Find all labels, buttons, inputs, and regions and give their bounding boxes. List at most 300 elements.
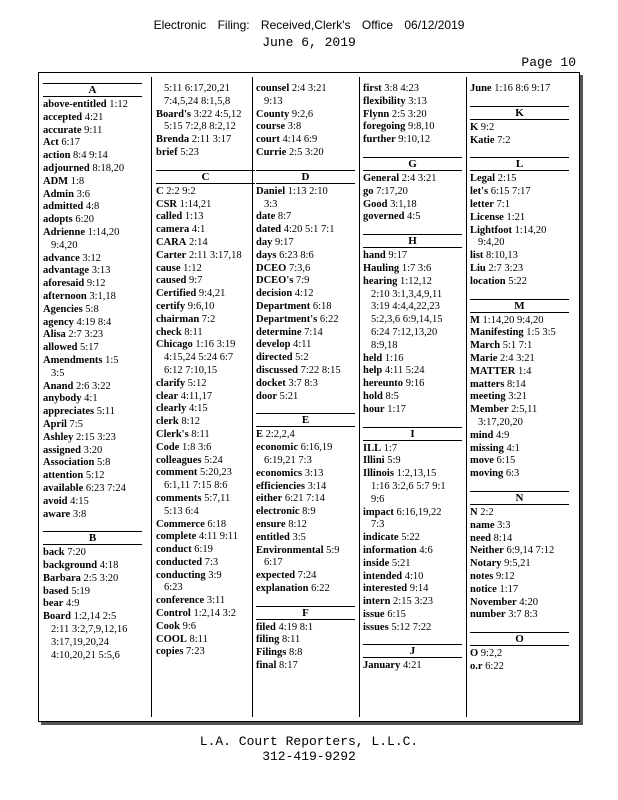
index-entry [470, 263, 569, 276]
page-line-refs: 9:4,20 [51, 239, 78, 251]
index-word: first [363, 83, 382, 94]
index-entry-continuation [156, 365, 255, 378]
index-entry [156, 288, 255, 301]
page-line-refs: 1:16 [384, 352, 404, 364]
page-line-refs: 9:14 [409, 583, 429, 595]
page-line-refs: 9:6 [182, 620, 196, 632]
page-line-refs: 9:6,10 [187, 300, 215, 312]
index-section [470, 491, 569, 622]
page-line-refs: 5:8 [85, 303, 99, 315]
page-line-refs: 3:7 8:3 [508, 609, 538, 621]
page-line-refs: 2:10 3:1,3,4,9,11 [371, 288, 443, 300]
index-entry [256, 622, 355, 635]
page-line-refs: 9:4,21 [198, 288, 226, 300]
page-line-refs: 5:12 [187, 377, 207, 389]
page-line-refs: 4:1 [191, 224, 206, 236]
page-line-refs: 3:20 [83, 444, 103, 456]
index-word: caused [156, 275, 187, 287]
index-entry [156, 186, 255, 199]
index-word: appreciates [43, 406, 95, 418]
page-line-refs: 6:21 7:14 [284, 493, 325, 505]
index-entry-continuation [156, 96, 255, 109]
index-entry [43, 509, 142, 522]
index-entry [43, 227, 142, 240]
index-word: either [256, 493, 283, 505]
page-line-refs: 4:1 [84, 393, 98, 405]
page-line-refs: 3:1,18 [390, 198, 417, 210]
index-section [156, 170, 255, 659]
index-word: Liu [470, 262, 486, 274]
index-word: intern [363, 596, 391, 608]
page-line-refs: 2:11 3:17,18 [188, 249, 242, 261]
index-word: Code [156, 441, 180, 453]
index-word: intended [363, 570, 403, 582]
page-line-refs: 4:21 [402, 660, 422, 672]
page-line-refs: 6:3 [505, 468, 520, 480]
page-line-refs: 1:14,20 9:4,20 [482, 314, 544, 326]
index-entry [156, 519, 255, 532]
page-line-refs: 4:11,17 [180, 390, 213, 402]
index-word: brief [156, 146, 178, 158]
index-entry-continuation [156, 83, 255, 96]
index-entry [256, 660, 355, 673]
page-line-refs: 8:9 [302, 506, 316, 518]
index-entry [43, 381, 142, 394]
index-entry [256, 288, 355, 301]
index-word: based [43, 585, 69, 597]
index-entry [363, 583, 462, 596]
page-line-refs: 8:12 [181, 416, 201, 428]
index-entry [470, 250, 569, 263]
index-entry-continuation [156, 506, 255, 519]
index-entry [156, 467, 255, 480]
page-line-refs: 6:16,19,22 [396, 506, 442, 518]
page-line-refs: 6:17 [61, 137, 81, 149]
index-word: ILL [363, 442, 382, 454]
index-entry [156, 621, 255, 634]
section-letter: J [363, 644, 462, 658]
index-entry [470, 327, 569, 340]
index-entry [256, 339, 355, 352]
index-word: efficiencies [256, 480, 305, 492]
index-word: go [363, 185, 374, 197]
index-word: Ashley [43, 431, 74, 443]
index-word: counsel [256, 83, 290, 94]
index-entry [156, 301, 255, 314]
index-entry-continuation [470, 237, 569, 250]
index-entry [156, 429, 255, 442]
index-word: days [256, 249, 277, 261]
page-line-refs: 1:21 [506, 211, 526, 223]
index-word: develop [256, 339, 291, 351]
page-line-refs: 3:5 [51, 367, 65, 379]
index-word: decision [256, 288, 293, 300]
index-word: Clerk's [156, 428, 189, 440]
reporter-company: L.A. Court Reporters, L.L.C. [199, 734, 419, 749]
index-entry [43, 176, 142, 189]
index-entry [156, 147, 255, 160]
index-entry [256, 647, 355, 660]
index-word: Illini [363, 455, 385, 467]
index-entry-continuation [256, 96, 355, 109]
page-line-refs: 4:9 [495, 429, 510, 441]
page-line-refs: 1:16 8:6 9:17 [494, 83, 551, 94]
index-word: back [43, 547, 65, 559]
index-word: Amendments [43, 354, 103, 366]
index-word: Marie [470, 352, 498, 364]
page-line-refs: 1:5 3:5 [526, 327, 556, 339]
index-word: Certified [156, 288, 197, 300]
index-entry [363, 199, 462, 212]
index-entry [256, 519, 355, 532]
page-line-refs: 7:3,6 [288, 262, 311, 274]
index-entry [256, 224, 355, 237]
index-entry [256, 275, 355, 288]
index-section [256, 83, 355, 160]
index-entry [363, 96, 462, 109]
page-line-refs: 5:17 [80, 342, 99, 354]
page-line-refs: 9:4,20 [478, 237, 505, 249]
page-line-refs: 6:20 [75, 214, 95, 226]
index-section [43, 83, 142, 521]
page-line-refs: 2:6 3:22 [75, 380, 111, 392]
index-entry [43, 445, 142, 458]
index-word: filing [256, 634, 280, 646]
index-word: C [156, 185, 164, 197]
index-word: clearly [156, 403, 187, 415]
index-word: Hauling [363, 262, 400, 274]
index-entry [256, 378, 355, 391]
index-entry [156, 263, 255, 276]
page-line-refs: 3:19 4:4,4,22,23 [371, 301, 440, 313]
index-entry [156, 199, 255, 212]
page-line-refs: 4:10,20,21 5:5,6 [51, 649, 120, 661]
index-section [470, 632, 569, 674]
page-line-refs: 1:14,20 [87, 226, 120, 238]
index-entry [156, 634, 255, 647]
index-word: information [363, 544, 417, 556]
index-entry-continuation [363, 481, 462, 494]
index-word: COOL [156, 633, 187, 645]
page-line-refs: 5:20,23 [200, 467, 232, 479]
index-entry [256, 506, 355, 519]
index-entry [470, 186, 569, 199]
page-line-refs: 2:2 9:2 [166, 185, 196, 197]
index-entry [470, 212, 569, 225]
page-line-refs: 5:12 [85, 470, 105, 482]
index-entry [256, 481, 355, 494]
page-line-refs: 5:13 6:4 [164, 505, 199, 517]
index-word: copies [156, 646, 184, 658]
index-entry [470, 571, 569, 584]
index-word: governed [363, 211, 405, 223]
page-line-refs: 8:8 [288, 647, 303, 659]
index-entry-continuation [43, 624, 142, 637]
index-entry [363, 378, 462, 391]
reporter-phone: 312-419-9292 [262, 749, 356, 764]
index-entry [470, 520, 569, 533]
index-word: attention [43, 470, 84, 482]
index-entry [363, 353, 462, 366]
index-word: move [470, 455, 494, 467]
index-entry [43, 457, 142, 470]
index-word: indicate [363, 532, 399, 544]
index-entry [43, 560, 142, 573]
index-entry [363, 109, 462, 122]
index-entry [156, 378, 255, 391]
index-word: Daniel [256, 185, 286, 197]
index-word: further [363, 134, 396, 146]
page-line-refs: 4:9 [66, 598, 80, 610]
index-section [256, 606, 355, 673]
index-word: Act [43, 137, 59, 149]
page-line-refs: 5:23 [180, 146, 199, 158]
column-divider [359, 77, 360, 717]
page-line-refs: 4:12 [294, 288, 314, 300]
index-entry [43, 265, 142, 278]
word-index-box [38, 72, 580, 722]
index-column-3 [256, 83, 355, 683]
index-entry [256, 365, 355, 378]
index-entry [43, 99, 142, 112]
index-word: conducting [156, 569, 206, 581]
section-letter: K [470, 106, 569, 120]
index-section [363, 83, 462, 147]
index-word: Board's [156, 108, 192, 120]
page-line-refs: 6:22 [319, 313, 339, 325]
index-entry [43, 611, 142, 624]
index-column-1 [43, 83, 142, 672]
index-entry [363, 211, 462, 224]
index-entry [363, 532, 462, 545]
index-word: avoid [43, 495, 68, 507]
index-entry [363, 468, 462, 481]
page-line-refs: 2:7 3:23 [68, 329, 104, 341]
page-line-refs: 4:21 [84, 111, 104, 123]
index-word: impact [363, 506, 394, 518]
index-word: inside [363, 557, 390, 569]
index-word: economics [256, 467, 303, 479]
page-number: Page 10 [521, 55, 576, 70]
page-line-refs: 6:17 [264, 557, 283, 569]
page-line-refs: 2:5,11 [511, 404, 538, 416]
page-line-refs: 3:3 [497, 519, 511, 531]
index-entry [43, 470, 142, 483]
index-word: filed [256, 621, 276, 633]
index-word: notes [470, 570, 494, 582]
index-word: clarify [156, 377, 186, 389]
index-entry [156, 275, 255, 288]
section-letter: E [256, 413, 355, 427]
index-entry [256, 352, 355, 365]
index-entry [363, 545, 462, 558]
index-entry [256, 545, 355, 558]
page-line-refs: 8:18,20 [92, 162, 125, 174]
index-word: number [470, 609, 506, 621]
index-word: Chicago [156, 339, 193, 351]
index-entry-continuation [363, 494, 462, 507]
page-line-refs: 5:9 [326, 544, 340, 556]
index-word: Legal [470, 173, 496, 185]
page-line-refs: 4:11 [293, 339, 312, 351]
index-entry [43, 201, 142, 214]
page-line-refs: 1:12 [183, 262, 202, 274]
index-word: final [256, 660, 277, 672]
index-entry [43, 419, 142, 432]
index-entry [363, 455, 462, 468]
index-word: cause [156, 262, 181, 274]
index-entry [470, 173, 569, 186]
index-entry [156, 224, 255, 237]
hearing-date: June 6, 2019 [262, 35, 356, 50]
page-line-refs: 8:11 [184, 326, 203, 338]
index-entry [43, 317, 142, 330]
index-word: Adrienne [43, 226, 85, 238]
index-entry [156, 237, 255, 250]
index-entry-continuation [256, 557, 355, 570]
page-line-refs: 8:5 [385, 390, 399, 402]
index-word: admitted [43, 201, 84, 213]
index-entry [470, 83, 569, 96]
index-entry [470, 366, 569, 379]
index-entry-continuation [256, 199, 355, 212]
index-word: O [470, 648, 479, 660]
index-word: Control [156, 608, 191, 620]
index-section [363, 234, 462, 416]
index-entry [43, 291, 142, 304]
page-line-refs: 9:2,6 [291, 108, 314, 120]
index-entry [363, 263, 462, 276]
index-word: allowed [43, 342, 78, 354]
index-word: Barbara [43, 572, 81, 584]
index-entry [43, 278, 142, 291]
page-line-refs: 4:11 9:11 [198, 531, 239, 543]
index-entry [256, 134, 355, 147]
page-line-refs: 8:11 [281, 634, 301, 646]
page-line-refs: 1:2,14 2:5 [73, 611, 117, 623]
index-word: anybody [43, 393, 82, 405]
page-line-refs: 5:19 [71, 585, 90, 597]
index-word: January [363, 660, 401, 672]
index-entry [470, 135, 569, 148]
index-word: assigned [43, 444, 81, 456]
index-entry [363, 173, 462, 186]
index-entry [470, 533, 569, 546]
index-word: chairman [156, 313, 200, 325]
index-word: Anand [43, 380, 74, 392]
page-line-refs: 6:16,19 [300, 442, 333, 454]
index-word: Brenda [156, 134, 190, 146]
page-line-refs: 8:14 [493, 532, 513, 544]
filing-stamp-line: Electronic Filing: Received,Clerk's Office 06/12/2019 [153, 18, 465, 32]
page-line-refs: 7:3 [371, 519, 385, 531]
index-entry [43, 483, 142, 496]
section-letter: O [470, 632, 569, 646]
index-entry [156, 339, 255, 352]
index-word: adjourned [43, 162, 90, 174]
page-line-refs: 4:11 5:24 [384, 365, 425, 377]
page-line-refs: 1:7 [383, 442, 398, 454]
index-entry [43, 573, 142, 586]
page-line-refs: 2:2,2,4 [265, 429, 295, 441]
section-letter: N [470, 491, 569, 505]
page-line-refs: 4:15 [188, 403, 208, 415]
index-word: November [470, 596, 517, 608]
page-line-refs: 1:12,12 [400, 275, 432, 287]
index-word: Illinois [363, 468, 394, 480]
index-entry [470, 584, 569, 597]
index-word: foregoing [363, 121, 406, 133]
page-line-refs: 6:23 8:6 [279, 249, 314, 261]
page-line-refs: 9:6 [371, 493, 385, 505]
page-line-refs: 9:16 [405, 378, 425, 390]
page-line-refs: 2:4 3:21 [500, 352, 535, 364]
index-entry-continuation [43, 240, 142, 253]
index-entry [156, 493, 255, 506]
index-entry [256, 121, 355, 134]
index-entry [43, 150, 142, 163]
index-word: directed [256, 352, 293, 364]
section-letter: L [470, 157, 569, 171]
index-word: location [470, 275, 506, 287]
page-line-refs: 4:6 [419, 544, 433, 556]
index-word: date [256, 211, 276, 223]
index-word: Agencies [43, 303, 83, 315]
index-entry [156, 531, 255, 544]
index-entry [43, 125, 142, 138]
index-entry [256, 109, 355, 122]
index-entry-continuation [43, 637, 142, 650]
index-entry [43, 496, 142, 509]
page-line-refs: 4:19 8:4 [76, 316, 112, 328]
page-line-refs: 7:14 [304, 326, 323, 338]
index-word: Good [363, 198, 388, 210]
page-line-refs: 9:17 [274, 236, 294, 248]
index-entry-continuation [156, 121, 255, 134]
index-word: economic [256, 442, 298, 454]
section-letter: I [363, 427, 462, 441]
page-line-refs: 2:15 [497, 173, 517, 185]
page-line-refs: 7:5 [69, 418, 83, 430]
index-entry-continuation [156, 352, 255, 365]
index-column-4 [363, 83, 462, 683]
page-line-refs: 8:9,18 [371, 339, 398, 351]
index-word: colleagues [156, 454, 202, 466]
index-entry [43, 304, 142, 317]
page-line-refs: 9:7 [188, 275, 203, 287]
page-line-refs: 1:17 [387, 403, 406, 415]
index-word: check [156, 326, 182, 338]
page-line-refs: 7:2 [201, 313, 216, 325]
index-entry [156, 544, 255, 557]
index-entry [156, 442, 255, 455]
index-entry [470, 315, 569, 328]
index-entry [156, 134, 255, 147]
index-word: advantage [43, 265, 90, 277]
index-word: matters [470, 378, 505, 390]
index-word: hereunto [363, 378, 404, 390]
page-line-refs: 6:15 7:17 [490, 186, 531, 198]
index-entry [470, 404, 569, 417]
page-line-refs: 5:2,3,6 6:9,14,15 [371, 314, 443, 326]
index-word: Lightfoot [470, 224, 512, 236]
index-word: hour [363, 403, 385, 415]
index-entry [470, 507, 569, 520]
page-line-refs: 5:11 [96, 406, 116, 418]
index-word: list [470, 250, 484, 262]
index-word: hearing [363, 275, 398, 287]
page-line-refs: 1:2,13,15 [396, 468, 437, 480]
